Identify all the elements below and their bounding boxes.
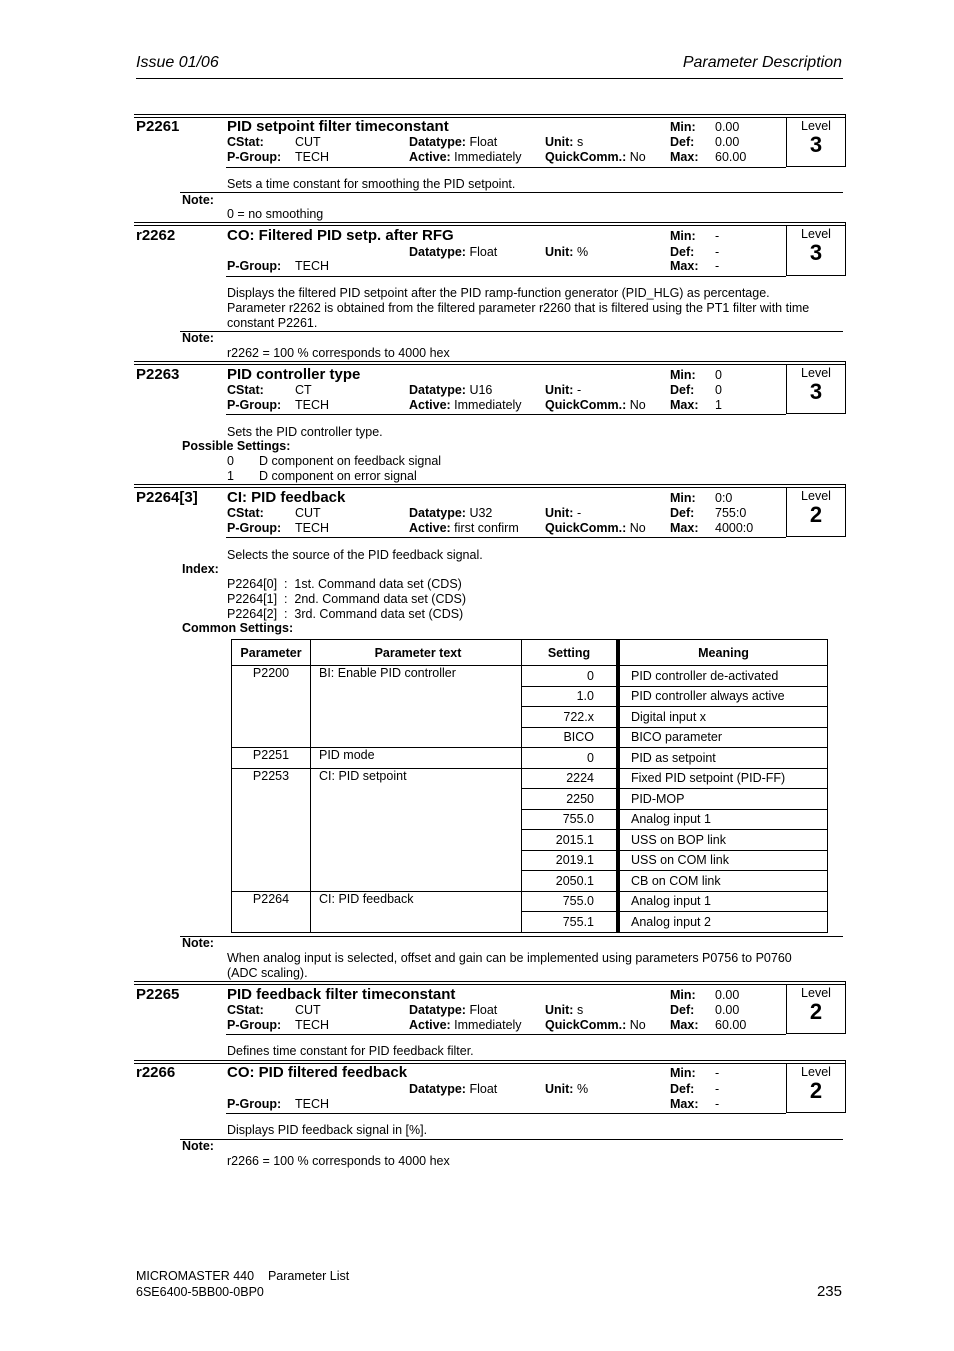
- level-value: 2: [809, 502, 823, 527]
- cell-setting: 1.0: [522, 686, 619, 707]
- min-value: -: [715, 229, 720, 243]
- param-number: P2265: [136, 986, 180, 1003]
- col-header-parameter: Parameter: [232, 640, 311, 666]
- quickcomm-value: No: [629, 1018, 646, 1032]
- datatype-label: Datatype:: [409, 135, 466, 149]
- note-label: Note:: [182, 1139, 214, 1153]
- level-box: [786, 364, 846, 414]
- note-text: When analog input is selected, offset and gain can be implemented using parameters P0756 to P0760: [227, 951, 792, 965]
- header-section: Parameter Description: [682, 54, 842, 71]
- cell-meaning: BICO parameter: [618, 727, 828, 748]
- cell-setting: 2250: [522, 789, 619, 810]
- quickcomm-label: QuickComm.:: [545, 521, 627, 535]
- cell-setting: 755.0: [522, 891, 619, 912]
- cell-meaning: Analog input 2: [618, 912, 828, 933]
- possible-settings-label: Possible Settings:: [182, 439, 291, 453]
- min-value: -: [715, 1066, 720, 1080]
- param-description: Displays the filtered PID setpoint after the PID ramp-function generator (PID_HLG) as percentage.: [227, 286, 770, 300]
- cell-setting: 0: [522, 748, 619, 769]
- level-value: 3: [809, 240, 823, 265]
- table-row: [232, 666, 828, 687]
- cell-parameter: P2253: [232, 768, 311, 891]
- unit-value: s: [576, 135, 584, 149]
- datatype-label: Datatype:: [409, 245, 466, 259]
- param-title: CO: PID filtered feedback: [227, 1064, 408, 1081]
- index-item: P2264[0] : 1st. Command data set (CDS): [227, 577, 462, 591]
- datatype-label: Datatype:: [409, 506, 466, 520]
- max-label: Max:: [670, 259, 699, 273]
- unit-label: Unit:: [545, 1003, 574, 1017]
- footer-product: MICROMASTER 440 Parameter List: [136, 1269, 350, 1283]
- active-label: Active:: [409, 150, 451, 164]
- param-number: P2264[3]: [136, 489, 198, 506]
- unit-value: -: [576, 506, 582, 520]
- cell-parameter-text: PID mode: [311, 748, 522, 769]
- max-value: 60.00: [715, 150, 747, 164]
- datatype-value: U32: [469, 506, 493, 520]
- pgroup-label: P-Group:: [227, 398, 282, 412]
- min-label: Min:: [670, 988, 696, 1002]
- col-header-meaning: Meaning: [618, 640, 828, 666]
- param-title: PID controller type: [227, 366, 361, 383]
- pgroup-value: TECH: [295, 398, 330, 412]
- active-value: first confirm: [454, 521, 519, 535]
- index-item: P2264[1] : 2nd. Command data set (CDS): [227, 592, 467, 606]
- param-number: r2262: [136, 227, 176, 244]
- max-label: Max:: [670, 150, 699, 164]
- param-description: Defines time constant for PID feedback filter.: [227, 1044, 474, 1058]
- min-value: 0: [715, 368, 722, 382]
- param-description: Sets the PID controller type.: [227, 425, 383, 439]
- cell-meaning: PID as setpoint: [618, 748, 828, 769]
- datatype-value: Float: [469, 135, 498, 149]
- min-value: 0:0: [715, 491, 733, 505]
- unit-value: %: [576, 245, 589, 259]
- cell-setting: 0: [522, 666, 619, 687]
- cstat-value: CUT: [295, 506, 321, 520]
- cell-meaning: PID controller de-activated: [618, 666, 828, 687]
- datatype-label: Datatype:: [409, 383, 466, 397]
- cell-parameter-text: CI: PID feedback: [311, 891, 522, 932]
- datatype-label: Datatype:: [409, 1082, 466, 1096]
- cell-meaning: USS on BOP link: [618, 830, 828, 851]
- level-value: 2: [809, 1078, 823, 1103]
- max-label: Max:: [670, 521, 699, 535]
- footer-order-number: 6SE6400-5BB00-0BP0: [136, 1285, 264, 1299]
- cstat-value: CUT: [295, 1003, 321, 1017]
- cstat-label: CStat:: [227, 506, 264, 520]
- param-description: Sets a time constant for smoothing the PID setpoint.: [227, 177, 516, 191]
- def-label: Def:: [670, 135, 695, 149]
- unit-label: Unit:: [545, 506, 574, 520]
- table-row: [232, 768, 828, 789]
- common-settings-label: Common Settings:: [182, 621, 294, 635]
- pgroup-value: TECH: [295, 150, 330, 164]
- unit-value: %: [576, 1082, 589, 1096]
- level-box: [786, 225, 846, 276]
- note-label: Note:: [182, 193, 214, 207]
- level-label: Level: [801, 986, 831, 1000]
- pgroup-label: P-Group:: [227, 259, 282, 273]
- note-text: r2266 = 100 % corresponds to 4000 hex: [227, 1154, 450, 1168]
- level-label: Level: [801, 366, 831, 380]
- active-value: Immediately: [454, 398, 522, 412]
- level-box: [786, 117, 846, 167]
- level-box: [786, 1063, 846, 1113]
- header-issue: Issue 01/06: [136, 54, 219, 71]
- cstat-label: CStat:: [227, 135, 264, 149]
- unit-label: Unit:: [545, 135, 574, 149]
- cstat-label: CStat:: [227, 383, 264, 397]
- index-label: Index:: [182, 562, 219, 576]
- max-label: Max:: [670, 398, 699, 412]
- def-label: Def:: [670, 1003, 695, 1017]
- datatype-value: U16: [469, 383, 493, 397]
- level-box: [786, 487, 846, 537]
- unit-label: Unit:: [545, 383, 574, 397]
- datatype-value: Float: [469, 1082, 498, 1096]
- cell-setting: 2224: [522, 768, 619, 789]
- max-value: -: [715, 259, 720, 273]
- pgroup-value: TECH: [295, 259, 330, 273]
- param-title: PID setpoint filter timeconstant: [227, 118, 449, 135]
- cell-meaning: PID-MOP: [618, 789, 828, 810]
- header-rule: [136, 78, 843, 79]
- cell-meaning: Digital input x: [618, 707, 828, 728]
- cell-parameter-text: CI: PID setpoint: [311, 768, 522, 891]
- max-label: Max:: [670, 1018, 699, 1032]
- note-label: Note:: [182, 936, 214, 950]
- param-title: PID feedback filter timeconstant: [227, 986, 456, 1003]
- col-header-setting: Setting: [522, 640, 619, 666]
- def-value: -: [715, 245, 720, 259]
- level-value: 3: [809, 132, 823, 157]
- note-text: 0 = no smoothing: [227, 207, 324, 221]
- pgroup-label: P-Group:: [227, 1097, 282, 1111]
- note-text: r2262 = 100 % corresponds to 4000 hex: [227, 346, 450, 360]
- min-label: Min:: [670, 229, 696, 243]
- pgroup-label: P-Group:: [227, 150, 282, 164]
- def-value: 0.00: [715, 135, 740, 149]
- cell-meaning: PID controller always active: [618, 686, 828, 707]
- setting-text: D component on feedback signal: [259, 454, 442, 468]
- cell-meaning: Analog input 1: [618, 809, 828, 830]
- def-label: Def:: [670, 245, 695, 259]
- quickcomm-value: No: [629, 398, 646, 412]
- table-row: [232, 748, 828, 769]
- pgroup-value: TECH: [295, 521, 330, 535]
- level-value: 3: [809, 379, 823, 404]
- min-label: Min:: [670, 491, 696, 505]
- setting-value: 0: [227, 454, 234, 468]
- param-title: CI: PID feedback: [227, 489, 346, 506]
- cell-parameter: P2264: [232, 891, 311, 932]
- cell-setting: 2050.1: [522, 871, 619, 892]
- level-label: Level: [801, 1065, 831, 1079]
- cell-parameter-text: BI: Enable PID controller: [311, 666, 522, 748]
- min-value: 0.00: [715, 988, 740, 1002]
- cstat-value: CT: [295, 383, 312, 397]
- setting-text: D component on error signal: [259, 469, 417, 483]
- def-label: Def:: [670, 506, 695, 520]
- cell-parameter: P2251: [232, 748, 311, 769]
- max-value: -: [715, 1097, 720, 1111]
- level-label: Level: [801, 119, 831, 133]
- unit-label: Unit:: [545, 245, 574, 259]
- cell-meaning: CB on COM link: [618, 871, 828, 892]
- datatype-value: Float: [469, 1003, 498, 1017]
- min-label: Min:: [670, 1066, 696, 1080]
- col-header-parameter-text: Parameter text: [311, 640, 522, 666]
- max-label: Max:: [670, 1097, 699, 1111]
- max-value: 60.00: [715, 1018, 747, 1032]
- param-number: P2261: [136, 118, 180, 135]
- datatype-value: Float: [469, 245, 498, 259]
- pgroup-label: P-Group:: [227, 521, 282, 535]
- cell-setting: BICO: [522, 727, 619, 748]
- active-value: Immediately: [454, 1018, 522, 1032]
- quickcomm-label: QuickComm.:: [545, 398, 627, 412]
- param-description: constant P2261.: [227, 316, 318, 330]
- def-value: 0.00: [715, 1003, 740, 1017]
- param-title: CO: Filtered PID setp. after RFG: [227, 227, 454, 244]
- index-item: P2264[2] : 3rd. Command data set (CDS): [227, 607, 464, 621]
- setting-value: 1: [227, 469, 234, 483]
- max-value: 1: [715, 398, 722, 412]
- param-description: Displays PID feedback signal in [%].: [227, 1123, 428, 1137]
- unit-label: Unit:: [545, 1082, 574, 1096]
- param-description: Selects the source of the PID feedback signal.: [227, 548, 483, 562]
- cstat-label: CStat:: [227, 1003, 264, 1017]
- active-label: Active:: [409, 1018, 451, 1032]
- quickcomm-label: QuickComm.:: [545, 150, 627, 164]
- def-value: 0: [715, 383, 722, 397]
- cell-meaning: Analog input 1: [618, 891, 828, 912]
- param-description: Parameter r2262 is obtained from the filtered parameter r2260 that is filtered using the PT1 filter with time: [227, 301, 810, 315]
- cell-parameter: P2200: [232, 666, 311, 748]
- note-label: Note:: [182, 331, 214, 345]
- common-settings-table: [231, 639, 828, 933]
- def-label: Def:: [670, 383, 695, 397]
- unit-value: s: [576, 1003, 584, 1017]
- note-text: (ADC scaling).: [227, 966, 308, 980]
- quickcomm-value: No: [629, 521, 646, 535]
- level-label: Level: [801, 489, 831, 503]
- quickcomm-value: No: [629, 150, 646, 164]
- cell-meaning: Fixed PID setpoint (PID-FF): [618, 768, 828, 789]
- table-row: [232, 891, 828, 912]
- param-number: r2266: [136, 1064, 176, 1081]
- def-value: -: [715, 1082, 720, 1096]
- level-label: Level: [801, 227, 831, 241]
- def-label: Def:: [670, 1082, 695, 1096]
- pgroup-label: P-Group:: [227, 1018, 282, 1032]
- pgroup-value: TECH: [295, 1018, 330, 1032]
- max-value: 4000:0: [715, 521, 754, 535]
- min-label: Min:: [670, 368, 696, 382]
- min-value: 0.00: [715, 120, 740, 134]
- cell-setting: 2019.1: [522, 850, 619, 871]
- def-value: 755:0: [715, 506, 747, 520]
- cell-setting: 755.0: [522, 809, 619, 830]
- min-label: Min:: [670, 120, 696, 134]
- quickcomm-label: QuickComm.:: [545, 1018, 627, 1032]
- active-label: Active:: [409, 398, 451, 412]
- cell-setting: 2015.1: [522, 830, 619, 851]
- param-number: P2263: [136, 366, 180, 383]
- level-value: 2: [809, 999, 823, 1024]
- cell-meaning: USS on COM link: [618, 850, 828, 871]
- pgroup-value: TECH: [295, 1097, 330, 1111]
- cell-setting: 722.x: [522, 707, 619, 728]
- active-value: Immediately: [454, 150, 522, 164]
- active-label: Active:: [409, 521, 451, 535]
- datatype-label: Datatype:: [409, 1003, 466, 1017]
- unit-value: -: [576, 383, 582, 397]
- level-box: [786, 984, 846, 1034]
- cell-setting: 755.1: [522, 912, 619, 933]
- cstat-value: CUT: [295, 135, 321, 149]
- page-number: 235: [816, 1283, 842, 1300]
- table-header-row: [232, 640, 828, 666]
